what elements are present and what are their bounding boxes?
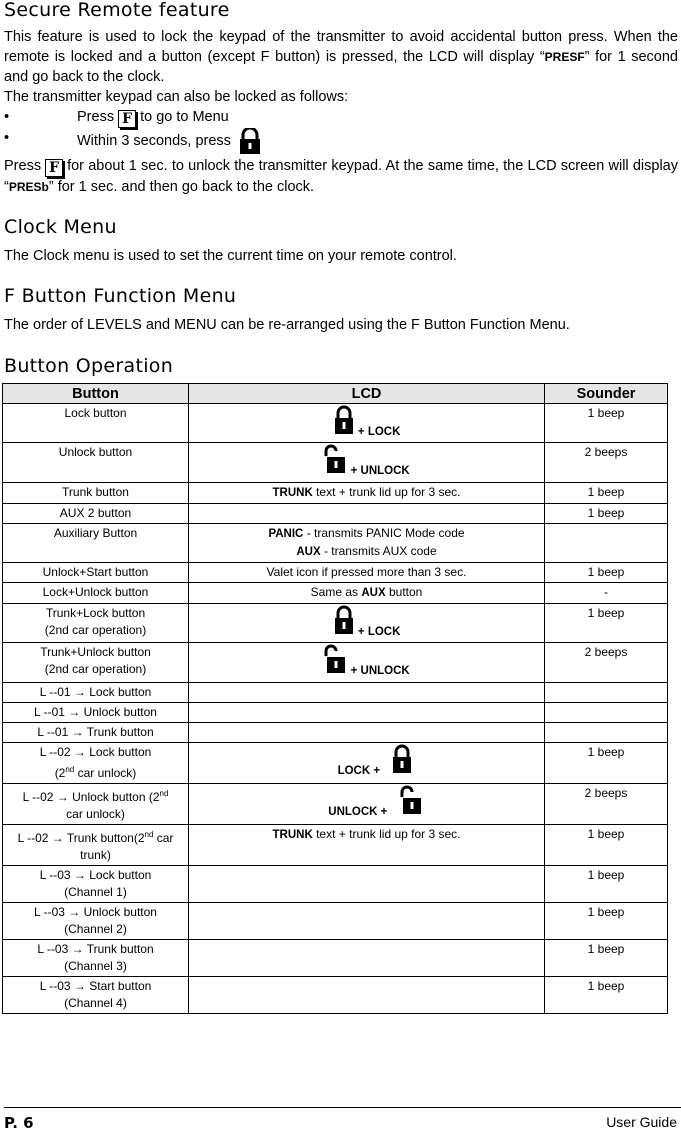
table-header-row <box>3 384 668 404</box>
fbutton-text: The order of LEVELS and MENU can be re-arranged using the F Button Function Menu. <box>4 317 570 333</box>
table-row: L --01 → Lock button <box>3 682 668 702</box>
table-row: Unlock+Start button Valet icon if pressed more than 3 sec. 1 beep <box>3 563 668 583</box>
table-row: AUX 2 button 1 beep <box>3 504 668 524</box>
bullet-item-2: • Within 3 seconds, press <box>4 128 678 154</box>
table-row: L --03 → Start button (Channel 4) 1 beep <box>3 976 668 1013</box>
header-button: Button <box>3 384 189 404</box>
secure-para-3: Press F for about 1 sec. to unlock the transmitter keypad. At the same time, the LCD screen will display “PRESb” for 1 sec. and then go back to the clock. <box>4 158 678 195</box>
lcd-code-presb: PRESb <box>8 180 49 194</box>
f-button-icon: F <box>118 110 136 128</box>
footer-guide-label: User Guide <box>606 1114 677 1130</box>
table-row: L --01 → Trunk button <box>3 722 668 742</box>
lock-icon <box>391 744 413 774</box>
unlock-icon <box>323 444 347 474</box>
table-row: Trunk+Unlock button (2nd car operation) + UNLOCK 2 beeps <box>3 643 668 682</box>
header-sounder: Sounder <box>545 384 668 404</box>
table-row: Auxiliary Button PANIC - transmits PANIC Mode code AUX - transmits AUX code <box>3 524 668 563</box>
table-row: L --02 → Trunk button(2nd car trunk) TRUNK text + trunk lid up for 3 sec. 1 beep <box>3 824 668 865</box>
page-number: P. 6 <box>4 1114 34 1132</box>
table-row: L --03 → Trunk button (Channel 3) 1 beep <box>3 939 668 976</box>
bullet-item-1: • Press F to go to Menu <box>4 109 229 127</box>
table-row: L --03 → Lock button (Channel 1) 1 beep <box>3 865 668 902</box>
section-title-operation: Button Operation <box>4 355 174 377</box>
unlock-icon <box>323 644 347 674</box>
unlock-icon <box>399 785 423 815</box>
section-title-fbutton: F Button Function Menu <box>4 285 237 307</box>
clock-text: The Clock menu is used to set the current time on your remote control. <box>4 248 457 264</box>
table-row: Unlock button + UNLOCK 2 beeps <box>3 443 668 483</box>
table-row: Trunk+Lock button (2nd car operation) + LOCK 1 beep <box>3 604 668 643</box>
lock-icon <box>235 128 265 154</box>
button-operation-table <box>2 383 668 1014</box>
lock-icon <box>333 605 355 635</box>
table-row: Trunk button TRUNK text + trunk lid up for 3 sec. 1 beep <box>3 483 668 504</box>
section-title-secure: Secure Remote feature <box>4 0 230 21</box>
table-row: L --03 → Unlock button (Channel 2) 1 beep <box>3 902 668 939</box>
header-lcd: LCD <box>189 384 545 404</box>
f-button-icon: F <box>45 159 63 177</box>
section-title-clock: Clock Menu <box>4 216 117 238</box>
table-row: Lock button + LOCK 1 beep <box>3 404 668 443</box>
table-row: L --01 → Unlock button <box>3 702 668 722</box>
lcd-code-presf: PRESF <box>544 50 585 64</box>
secure-para-2: The transmitter keypad can also be locked as follows: <box>4 89 349 105</box>
lock-icon <box>333 405 355 435</box>
table-row: Lock+Unlock button Same as AUX button - <box>3 583 668 604</box>
footer-divider <box>4 1107 681 1108</box>
secure-para-1: This feature is used to lock the keypad of the transmitter to avoid accidental button press. When the remote is locked and a button (except F button) is pressed, the LCD will display “PRESF” for 1 second and go back to the clock. <box>4 29 678 85</box>
table-row: L --02 → Unlock button (2nd car unlock) UNLOCK + 2 beeps <box>3 783 668 824</box>
table-row: L --02 → Lock button (2nd car unlock) LOCK + 1 beep <box>3 742 668 783</box>
